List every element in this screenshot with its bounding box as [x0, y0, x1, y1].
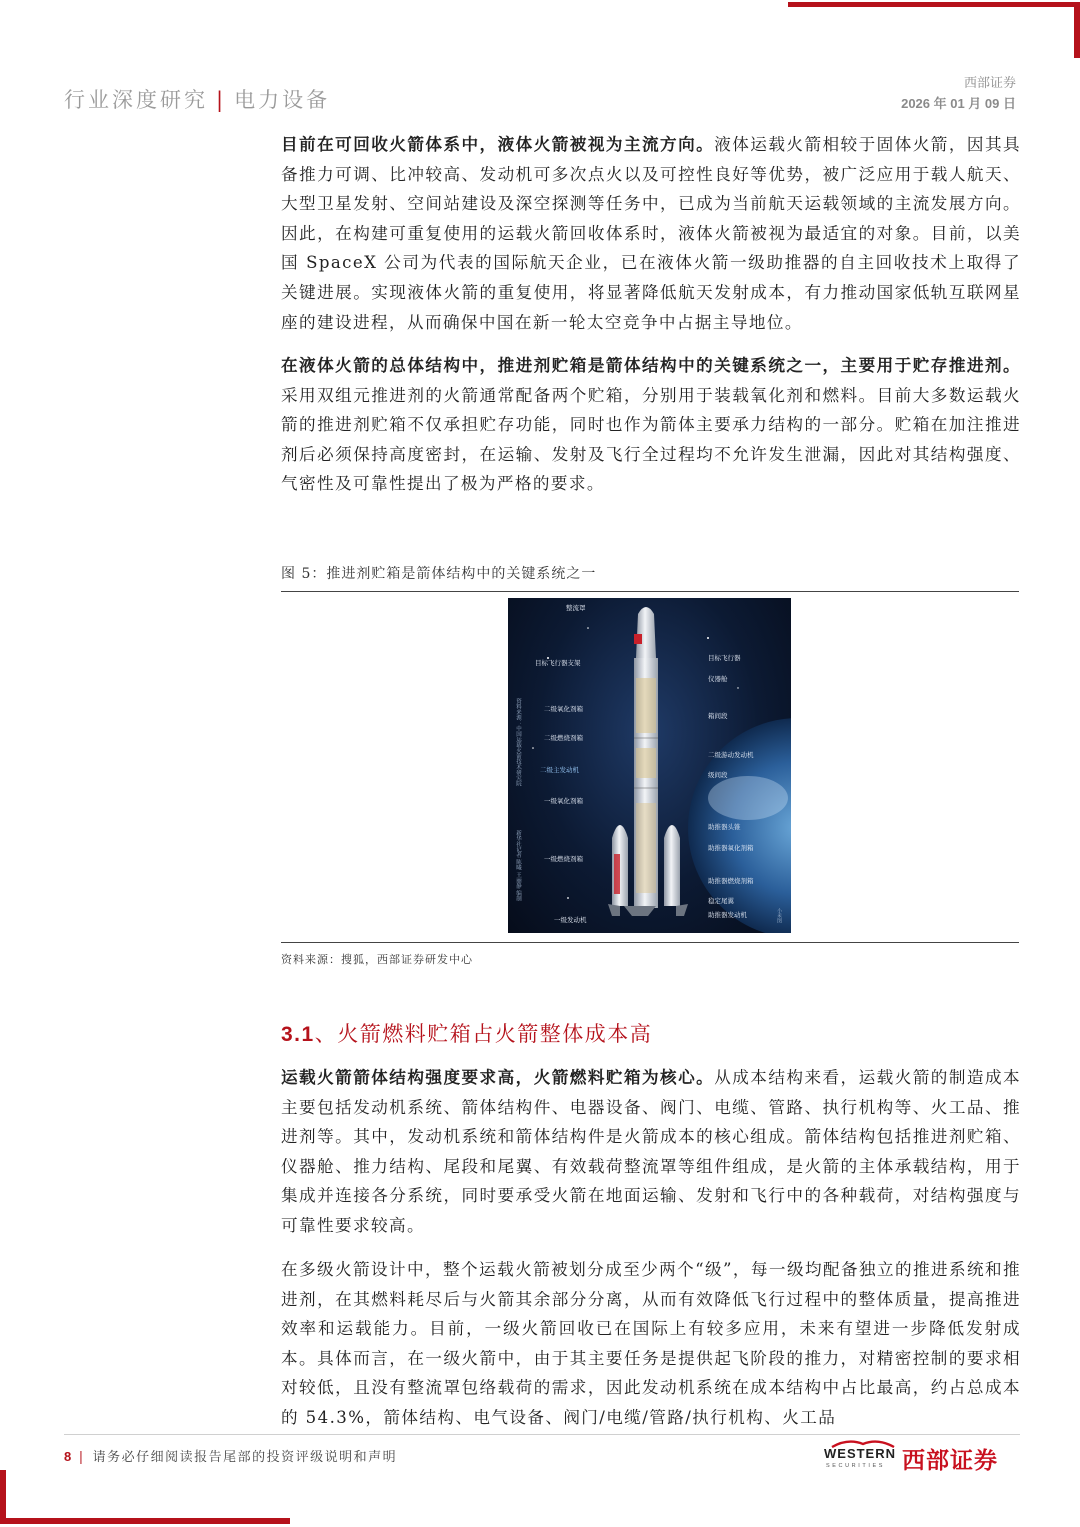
label-booster-nose: 助推器头锥	[708, 823, 741, 831]
corner-accent-top	[788, 2, 1080, 7]
figure-source: 资料来源：搜狐，西部证券研发中心	[281, 942, 1019, 967]
logo-chinese: 西部证券	[902, 1448, 998, 1474]
corner-accent-bottom	[0, 1518, 290, 1524]
header-meta	[901, 74, 1016, 114]
section-title: 、火箭燃料贮箱占火箭整体成本高	[314, 1022, 653, 1046]
logo-english: WESTERN	[824, 1446, 896, 1461]
label-booster-fuel: 助推器燃烧剂箱	[708, 877, 754, 885]
label-interstage: 级间段	[708, 771, 728, 779]
label-vernier-engine: 二级游动发动机	[708, 751, 754, 759]
footer-separator: |	[78, 1450, 85, 1465]
company-name: 西部证券	[963, 76, 1016, 91]
diagram-source-note: 资料来源：中国运载火箭技术研究院	[515, 698, 521, 786]
label-stage2-main-engine: 二级主发动机	[540, 766, 579, 774]
paragraph-lead: 运载火箭箭体结构强度要求高，火箭燃料贮箱为核心。	[281, 1067, 715, 1087]
label-stabilizer-fin: 稳定尾翼	[708, 897, 734, 905]
label-target-adapter: 目标飞行器支架	[535, 659, 581, 667]
label-booster-oxidizer: 助推器氧化剂箱	[708, 844, 754, 852]
report-date: 2026 年 01 月 09 日	[901, 96, 1016, 111]
label-booster-engine: 助推器发动机	[708, 911, 747, 919]
diagram-corner-note: 小米图	[776, 908, 782, 923]
rocket-diagram	[508, 598, 791, 933]
company-logo	[824, 1440, 1020, 1474]
corner-accent-top-vertical	[1074, 2, 1080, 58]
footer-notice	[64, 1446, 397, 1465]
category-label: 行业深度研究	[64, 88, 208, 112]
label-fairing: 整流罩	[566, 604, 586, 612]
section-number: 3.1	[281, 1023, 315, 1046]
disclaimer-text: 请务必仔细阅读报告尾部的投资评级说明和声明	[92, 1450, 398, 1465]
label-intertank: 箱间段	[708, 712, 728, 720]
label-stage2-oxidizer: 二级氧化剂箱	[544, 705, 583, 713]
report-category	[64, 84, 330, 114]
paragraph-multistage	[281, 1255, 1021, 1433]
figure-caption: 图 5：推进剂贮箱是箭体结构中的关键系统之一	[281, 563, 1019, 592]
paragraph-liquid-rocket	[281, 130, 1021, 337]
corner-accent-bottom-vertical	[0, 1470, 6, 1524]
paragraph-text: 采用双组元推进剂的火箭通常配备两个贮箱，分别用于装载氧化剂和燃料。目前大多数运载火箭的推进剂贮箱不仅承担贮存功能，同时也作为箭体主要承力结构的一部分。贮箱在加注推进剂后必须保持高度密封，在运输、发射及飞行全过程均不允许发生泄漏，因此对其结构强度、气密性及可靠性提出了极为严格的要求。	[281, 385, 1021, 494]
header-separator: |	[216, 88, 227, 112]
paragraph-lead: 在液体火箭的总体结构中，推进剂贮箱是箭体结构中的关键系统之一，主要用于贮存推进剂。	[281, 355, 1021, 375]
label-target-vehicle: 目标飞行器	[708, 654, 741, 662]
label-instrument-cabin: 仪器舱	[708, 675, 728, 683]
paragraph-text: 液体运载火箭相较于固体火箭，因其具备推力可调、比冲较高、发动机可多次点火以及可控性良好等优势，被广泛应用于载人航天、大型卫星发射、空间站建设及深空探测等任务中，已成为当前航天运载领域的主流发展方向。因此，在构建可重复使用的运载火箭回收体系时，液体火箭被视为最适宜的对象。目前，以美国 SpaceX 公司为代表的国际航天企业，已在液体火箭一级助推器的自主回收技术上取得了关键进展。实现液体火箭的重复使用，将显著降低航天发射成本，有力推动国家低轨互联网星座的建设进程，从而确保中国在新一轮太空竞争中占据主导地位。	[281, 135, 1021, 332]
label-stage1-fuel: 一级燃烧剂箱	[544, 855, 583, 863]
diagram-credit-note: 新华社记者 陈曦 王丽静 编制	[515, 830, 521, 902]
section-heading	[281, 1018, 652, 1048]
paragraph-propellant-tank	[281, 351, 1021, 499]
paragraph-lead: 目前在可回收火箭体系中，液体火箭被视为主流方向。	[281, 134, 715, 154]
label-stage1-oxidizer: 一级氧化剂箱	[544, 797, 583, 805]
footer-divider	[64, 1434, 1020, 1435]
paragraph-text: 在多级火箭设计中，整个运载火箭被划分成至少两个“级”，每一级均配备独立的推进系统和推进剂，在其燃料耗尽后与火箭其余部分分离，从而有效降低飞行过程中的整体质量，提高推进效率和运载能力。目前，一级火箭回收已在国际上有较多应用，未来有望进一步降低发射成本。具体而言，在一级火箭中，由于其主要任务是提供起飞阶段的推力，对精密控制的要求相对较低，且没有整流罩包络载荷的需求，因此发动机系统在成本结构中占比最高，约占总成本的 54.3%，箭体结构、电气设备、阀门/电缆/管路/执行机构、火工品	[281, 1260, 1021, 1427]
paragraph-cost-structure	[281, 1063, 1021, 1241]
sector-label: 电力设备	[234, 88, 331, 112]
logo-english-sub: SECURITIES	[826, 1463, 886, 1469]
paragraph-text: 从成本结构来看，运载火箭的制造成本主要包括发动机系统、箭体结构件、电器设备、阀门、电缆、管路、执行机构等、火工品、推进剂等。其中，发动机系统和箭体结构件是火箭成本的核心组成。箭体结构包括推进剂贮箱、仪器舱、推力结构、尾段和尾翼、有效载荷整流罩等组件组成，是火箭的主体承载结构，用于集成并连接各分系统，同时要承受火箭在地面运输、发射和飞行中的各种载荷，对结构强度与可靠性要求较高。	[281, 1068, 1021, 1235]
label-stage2-fuel: 二级燃烧剂箱	[544, 734, 583, 742]
page-number: 8	[64, 1449, 73, 1464]
label-stage1-engine: 一级发动机	[554, 916, 587, 924]
